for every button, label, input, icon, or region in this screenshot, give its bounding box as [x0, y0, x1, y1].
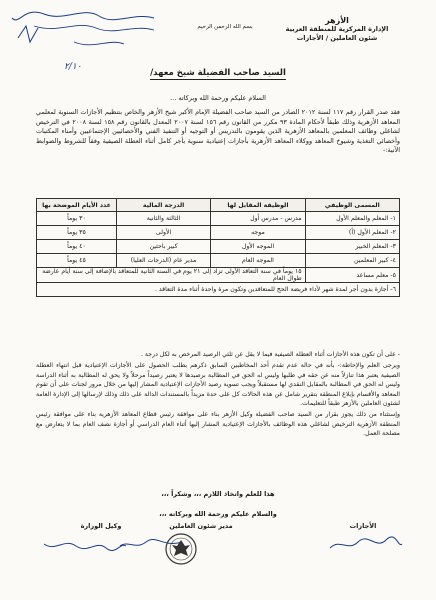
signature-leaves: الأجازات — [349, 522, 377, 530]
official-stamp-icon — [164, 532, 198, 566]
table-cell: ٥- معلم مساعد — [305, 268, 399, 283]
closing-salutation: والسلام عليكم ورحمة الله وبركاته ،،، — [159, 510, 277, 518]
table-cell: ٣- المعلم الخبير — [305, 240, 399, 254]
table-row — [37, 226, 400, 240]
table-cell: ٣٥ يوماً — [37, 226, 117, 240]
table-header-row — [37, 199, 400, 212]
table-cell: الثالثة والثانية — [116, 212, 210, 226]
table-cell: الموجه العام — [211, 254, 305, 268]
table-cell: ٣٠ يوماً — [37, 212, 117, 226]
table-cell: الأولى — [116, 226, 210, 240]
letterhead-org: الأزهر — [325, 16, 349, 25]
table-header: الدرجة المالية — [116, 199, 210, 212]
note-paragraph: وإستثناء من ذلك يجوز بقرار من السيد صاحب الفضيلة وكيل الأزهر بناء على موافقة رئيس قطاع المعاهد الأزهرية بناء على موافقة رئيس المنطقة الأزهرية الترخيص لشاغلي هذه الوظائف بالأجازات الإعتيادية المشار إليها أثناء العام الدراسي أو أجازة نصف العام بما لا يتعارض مع مصلحة العمل. — [36, 411, 400, 438]
table-row — [37, 212, 400, 226]
table-header: الوظيفة المقابل لها — [211, 199, 305, 212]
letterhead-section: شئون العاملين / الأجازات — [296, 34, 378, 42]
table-cell: مدير عام (الدرجات العليا) — [116, 254, 210, 268]
table-cell: مدرس - مدرس أول — [211, 212, 305, 226]
table-cell: ٦- أجازة بدون أجر لمدة شهر لأداء فريضة الحج للمتعاقدين وتكون مرة واحدة أثناء مدة التعاقد . — [37, 283, 400, 297]
signature-undersecretary: وكيل الوزارة — [80, 522, 122, 530]
table-row — [37, 268, 400, 283]
body-paragraph — [36, 108, 400, 156]
table-row — [37, 240, 400, 254]
basmala: بسم الله الرحمن الرحيم — [197, 24, 253, 30]
letterhead — [262, 16, 412, 43]
handwritten-signature — [40, 536, 130, 554]
table-row — [37, 254, 400, 268]
note-paragraph: - على أن تكون هذه الأجازات أثناء العطلة الصيفية فيما لا يقل عن ثلثي الرصيد المرخص به لكل درجة . — [141, 351, 400, 358]
note-paragraph: ويرجى العلم والإحاطة:- بأنه في حالة عدم تقدم أحد المخاطبين السابق ذكرهم بطلب الحصول على الأجازات الإعتيادية قبل انتهاء العطلة الصيفية يعتبر هذا تنازلاً منه عن حقه في طلبها وليس له الحق في المطالبة برصيدها لا يعتبر رصيداً مرحلاً ولا يحق له المطالبة به أثناء الدراسة وليس له الحق في المطالبة بالمقابل النقدي لها مستقبلاً ويجب تسوية رصيد الأجازات الإعتيادية المشار إليها من خلال مرور لجنات على أن تقوم المعاهد والأقسام بإبلاغ المنطقة بتقرير شامل عن هذه الحالات كل على حدة مزيداً بالمستندات الدالة على ذلك وذلك لإرسالها إلى الإدارة العامة لشئون العاملين بالأزهر طبقاً للتعليمات. — [36, 362, 400, 408]
table-row — [37, 283, 400, 297]
notes-section — [36, 350, 400, 441]
table-header: المسمى الوظيفي — [305, 199, 399, 212]
handwritten-signature — [326, 536, 406, 554]
table-cell: ٤٥ يوماً — [37, 254, 117, 268]
addressee — [0, 68, 436, 78]
table-header: عدد الأيام الموضحة بها — [37, 199, 117, 212]
body-text: فقد صدر القرار رقم ١١٧ لسنة ٢٠١٢ الصادر من السيد صاحب الفضيلة الإمام الأكبر شيخ الأزهر والخاص بتنظيم الأجازات السنوية لمعلمي المعاهد الأزهرية وذلك طبقاً لأحكام المادة ٩٣ مكرر من القانون رقم ١٥٦ لسنة ٢٠٠٧ المعدل بالقانون رقم ١٥٨ لسنة ٢٠٠٨ في الترخيص لشاغلي وظائف المعلمين بالمعاهد الأزهرية الذين يقومون بالتدريس أو التوجيه أو التنفيذ الفني والأخصائيين الإجتماعيين وأمناء المكتبات وأخصائي التغذية وشيوخ المعاهد ووكلاء المعاهد الأزهرية بأجازات إعتيادية سنوية بأجر كامل أثناء العطلة الصيفية وفقاً للشروط والضوابط الآتية:- — [36, 108, 400, 155]
table-cell: ٤٠ يوماً — [37, 240, 117, 254]
greeting: السلام عليكم ورحمة الله وبركاته ... — [170, 94, 266, 102]
table-cell: ١٥ يوماً في سنة التعاقد الأولى تزاد إلى ٢١ يوم في السنة الثانية للمتعاقد بالإضافة إلى سنة أيام عارضة طوال العام — [37, 268, 306, 283]
table-cell: الموجه الأول — [211, 240, 305, 254]
handwritten-number: ٢/١٠ — [64, 62, 82, 72]
closing-line: هذا للعلم واتخاذ اللازم ،،، وشكراً ،،، — [161, 490, 275, 498]
table-cell: ١- المعلم والمعلم الأول — [305, 212, 399, 226]
table-cell: ٢- المعلم الأول (أ) — [305, 226, 399, 240]
signature-hr-director: مدير شئون العاملين — [169, 522, 233, 530]
table-cell: موجه — [211, 226, 305, 240]
letterhead-department: الإدارة المركزية للمنطقة العربية — [285, 25, 389, 33]
leave-table — [36, 198, 400, 297]
table-cell: كبير باحثين — [116, 240, 210, 254]
addressee-text: السيد صاحب الفضيلة شيخ معهد/ — [150, 68, 286, 78]
table-cell: ٤- كبير المعلمين — [305, 254, 399, 268]
